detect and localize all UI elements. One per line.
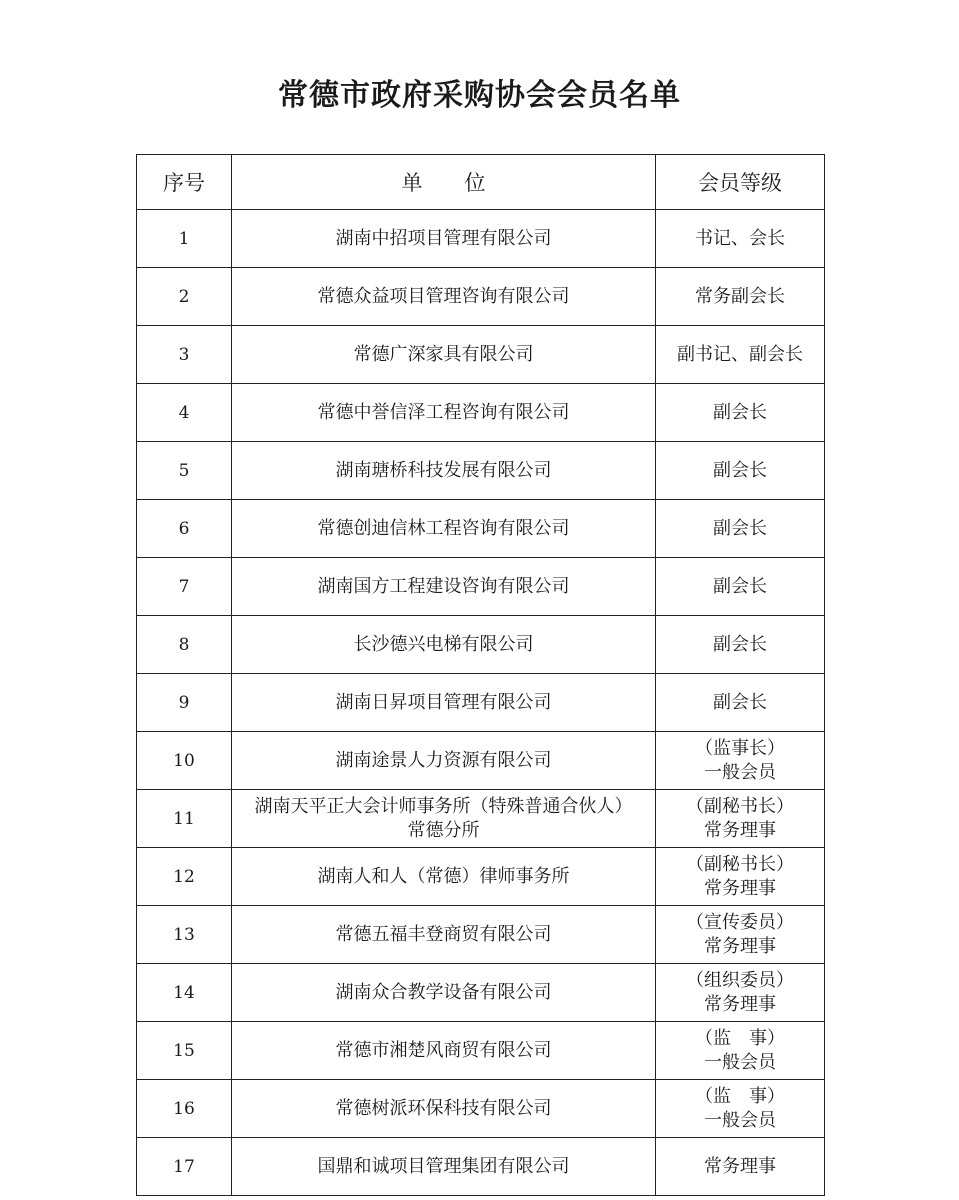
unit-name: 湖南中招项目管理有限公司 [335,227,552,249]
unit-cell [232,674,656,732]
member-level-cell [656,558,825,616]
table-row [137,674,825,732]
unit-name: 湖南瑭桥科技发展有限公司 [335,459,552,481]
unit-name: 常德市湘楚风商贸有限公司 [335,1039,552,1061]
member-level-cell [656,790,825,848]
member-level-cell [656,442,825,500]
member-level: 一般会员 [704,1051,776,1073]
unit-cell [232,964,656,1022]
member-level-cell [656,268,825,326]
unit-name: 常德中誉信泽工程咨询有限公司 [317,401,570,423]
unit-name: 常德广深家具有限公司 [353,343,534,365]
unit-cell [232,848,656,906]
header-unit: 单 位 [232,155,656,210]
table-row [137,1080,825,1138]
unit-cell [232,500,656,558]
member-level: 副书记、副会长 [677,343,803,365]
unit-cell [232,906,656,964]
member-level-cell [656,384,825,442]
row-number: 14 [137,964,232,1022]
member-level: 常务理事 [704,877,776,899]
unit-cell [232,326,656,384]
member-level: （监 事） [695,1027,785,1049]
member-level: （监事长） [695,737,785,759]
row-number: 7 [137,558,232,616]
table-row [137,964,825,1022]
unit-name: 常德创迪信林工程咨询有限公司 [317,517,570,539]
member-level: （副秘书长） [686,853,794,875]
table-row [137,616,825,674]
row-number: 16 [137,1080,232,1138]
member-level: 常务副会长 [695,285,785,307]
table-row [137,500,825,558]
table-row [137,384,825,442]
table-row [137,326,825,384]
unit-name: 常德分所 [407,819,480,841]
table-row [137,790,825,848]
table-row [137,442,825,500]
row-number: 15 [137,1022,232,1080]
unit-name: 湖南众合教学设备有限公司 [335,981,552,1003]
header-no: 序号 [137,155,232,210]
unit-cell [232,384,656,442]
row-number: 3 [137,326,232,384]
member-level-cell [656,500,825,558]
member-level-cell [656,1138,825,1196]
unit-name: 常德众益项目管理咨询有限公司 [317,285,570,307]
row-number: 8 [137,616,232,674]
member-level: 副会长 [713,517,767,539]
member-level: 副会长 [713,633,767,655]
member-level: （组织委员） [686,969,794,991]
unit-name: 湖南天平正大会计师事务所（特殊普通合伙人） [254,795,633,817]
member-level: 一般会员 [704,1109,776,1131]
row-number: 6 [137,500,232,558]
unit-name: 常德树派环保科技有限公司 [335,1097,552,1119]
row-number: 10 [137,732,232,790]
member-table [136,154,825,1196]
unit-name: 湖南国方工程建设咨询有限公司 [317,575,570,597]
row-number: 11 [137,790,232,848]
unit-cell [232,210,656,268]
member-level: 常务理事 [704,819,776,841]
header-level: 会员等级 [656,155,825,210]
page-title: 常德市政府采购协会会员名单 [278,78,681,113]
member-level: 副会长 [713,575,767,597]
unit-name: 长沙德兴电梯有限公司 [353,633,534,655]
member-level: 常务理事 [704,1155,776,1177]
table-row [137,732,825,790]
unit-cell [232,1138,656,1196]
table-header-row [137,155,825,210]
unit-name: 常德五福丰登商贸有限公司 [335,923,552,945]
unit-cell [232,1022,656,1080]
unit-cell [232,558,656,616]
member-level-cell [656,732,825,790]
member-level-cell [656,674,825,732]
member-level: 副会长 [713,401,767,423]
table-row [137,210,825,268]
unit-cell [232,1080,656,1138]
table-row [137,1022,825,1080]
table-body [137,210,825,1196]
member-level-cell [656,210,825,268]
member-level-cell [656,964,825,1022]
table-row [137,848,825,906]
unit-name: 湖南途景人力资源有限公司 [335,749,552,771]
unit-name: 国鼎和诚项目管理集团有限公司 [317,1155,570,1177]
unit-name: 湖南日昇项目管理有限公司 [335,691,552,713]
member-level: 常务理事 [704,935,776,957]
table-row [137,906,825,964]
member-level-cell [656,1022,825,1080]
member-level: （副秘书长） [686,795,794,817]
row-number: 9 [137,674,232,732]
table-row [137,558,825,616]
row-number: 4 [137,384,232,442]
table-row [137,1138,825,1196]
unit-cell [232,790,656,848]
member-level-cell [656,848,825,906]
member-level-cell [656,1080,825,1138]
member-level: （宣传委员） [686,911,794,933]
member-level: （监 事） [695,1085,785,1107]
row-number: 17 [137,1138,232,1196]
member-level-cell [656,906,825,964]
row-number: 12 [137,848,232,906]
row-number: 13 [137,906,232,964]
table-row [137,268,825,326]
unit-name: 湖南人和人（常德）律师事务所 [317,865,570,887]
member-level: 副会长 [713,459,767,481]
member-level-cell [656,616,825,674]
unit-cell [232,442,656,500]
member-level-cell [656,326,825,384]
member-level: 一般会员 [704,761,776,783]
row-number: 1 [137,210,232,268]
row-number: 2 [137,268,232,326]
unit-cell [232,268,656,326]
member-level: 书记、会长 [695,227,785,249]
member-level: 常务理事 [704,993,776,1015]
unit-cell [232,616,656,674]
row-number: 5 [137,442,232,500]
unit-cell [232,732,656,790]
member-level: 副会长 [713,691,767,713]
